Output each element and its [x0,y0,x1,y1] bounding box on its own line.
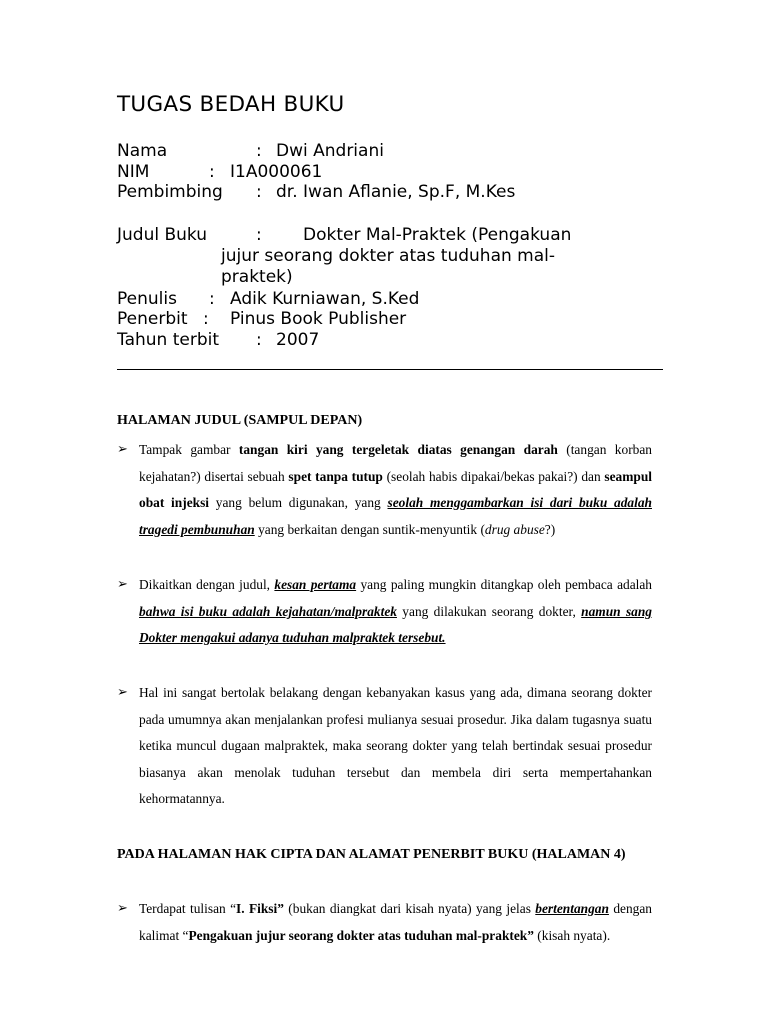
bold-text: seampul obat injeksi [139,468,652,511]
tahun-label: Tahun terbit [117,330,220,350]
list-item [117,572,652,652]
bold-text: spet tanpa tutup [288,468,383,484]
text-run: dengan kalimat “ [139,901,652,943]
text-run: yang belum digunakan, yang [209,495,388,511]
bold-text: I. Fiksi” [236,901,284,916]
underlined-text: seolah menggambarkan isi dari buku adalah tragedi pembunuhan [139,495,652,537]
text-run: yang berkaitan dengan suntik-menyuntik ( [254,521,485,537]
nama-label: Nama [117,141,168,161]
arrow-bullet-icon: ➢ [117,901,128,916]
judul-value-line1: Dokter Mal-Praktek (Pengakuan [303,225,572,245]
horizontal-divider [117,369,663,370]
list-item [117,896,652,949]
nama-row [117,141,384,161]
underlined-text: kesan pertama [274,577,357,592]
penerbit-sep: : [203,309,209,329]
list-item [117,437,652,543]
penulis-sep: : [209,289,215,309]
tahun-row [117,330,320,350]
nim-label: NIM [117,162,150,182]
italic-text: drug abuse [484,521,545,537]
judul-row [117,225,572,245]
penulis-value: Adik Kurniawan, S.Ked [230,289,420,309]
nama-value: Dwi Andriani [276,141,384,161]
text-run: (tangan korban kejahatan?) disertai sebuah [139,442,652,484]
text-run: (kisah nyata). [533,927,611,943]
tahun-sep: : [256,330,262,350]
tahun-value: 2007 [276,330,320,350]
text-run: ?) [544,521,556,537]
text-run: yang paling mungkin ditangkap oleh pembaca adalah [356,577,653,592]
judul-sep: : [256,225,262,245]
bold-text: Pengakuan jujur seorang dokter atas tuduhan mal-praktek” [188,927,534,943]
penerbit-row [117,309,407,329]
pembimbing-label: Pembimbing [117,182,223,202]
text-run: Dikaitkan dengan judul, [139,577,275,592]
penerbit-label: Penerbit [117,309,188,329]
judul-value-line2: jujur seorang dokter atas tuduhan mal- [221,246,556,266]
text-run: Hal ini sangat bertolak belakang dengan kebanyakan kasus yang ada, dimana seorang dokter pada umumnya akan menjalankan profesi mulianya sesuai prosedur. Jika dalam tugasnya suatu ketika muncul dugaan malpraktek, maka seorang dokter yang telah bertindak sesuai prosedur biasanya akan menolak tuduhan tersebut dan membela diri serta mempertahankan kehormatannya. [139,685,652,807]
text-run: Terdapat tulisan “ [139,901,237,916]
pembimbing-sep: : [256,182,262,202]
penulis-row [117,289,420,309]
text-run: Tampak gambar [139,442,239,457]
penulis-label: Penulis [117,289,177,309]
section-heading-halaman-judul: HALAMAN JUDUL (SAMPUL DEPAN) [117,413,363,428]
judul-value-line3: praktek) [221,267,293,287]
arrow-bullet-icon: ➢ [117,577,128,592]
list-item [117,680,652,813]
penerbit-value: Pinus Book Publisher [230,309,407,329]
nim-value: I1A000061 [230,162,323,182]
section-heading-hak-cipta: PADA HALAMAN HAK CIPTA DAN ALAMAT PENERBIT BUKU (HALAMAN 4) [117,847,626,862]
underlined-text: bahwa isi buku adalah kejahatan/malpraktek [139,603,397,619]
bold-text: tangan kiri yang tergeletak diatas genangan darah [238,442,558,457]
nim-row [117,162,323,182]
nim-sep: : [209,162,215,182]
arrow-bullet-icon: ➢ [117,685,128,700]
arrow-bullet-icon: ➢ [117,442,128,457]
text-run: (bukan diangkat dari kisah nyata) yang jelas [283,901,536,916]
text-run: yang dilakukan seorang dokter, [396,603,582,619]
underlined-text: namun sang Dokter mengakui adanya tuduhan malpraktek tersebut. [139,603,652,646]
judul-label: Judul Buku [117,225,208,245]
pembimbing-row [117,182,516,202]
nama-sep: : [256,141,262,161]
underlined-text: bertentangan [535,901,609,916]
document-title: TUGAS BEDAH BUKU [117,92,345,117]
text-run: (seolah habis dipakai/bekas pakai?) dan [382,468,605,484]
pembimbing-value: dr. Iwan Aflanie, Sp.F, M.Kes [276,182,516,202]
